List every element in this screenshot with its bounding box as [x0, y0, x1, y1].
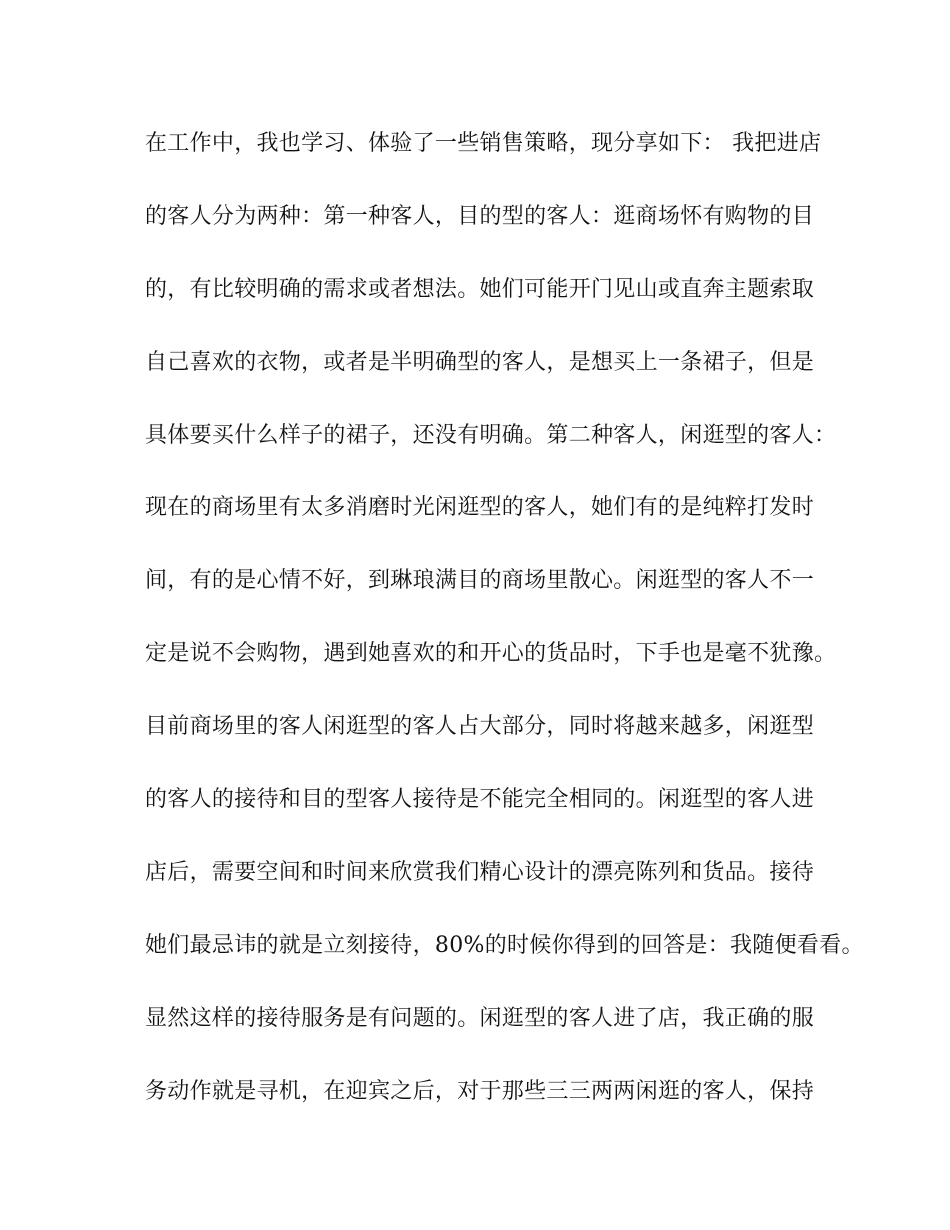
text-line: 目前商场里的客人闲逛型的客人占大部分，同时将越来越多，闲逛型 — [145, 714, 815, 740]
text-line: 现在的商场里有太多消磨时光闲逛型的客人，她们有的是纯粹打发时 — [145, 495, 815, 521]
text-line: 定是说不会购物，遇到她喜欢的和开心的货品时，下手也是毫不犹豫。 — [145, 641, 837, 667]
text-line: 的，有比较明确的需求或者想法。她们可能开门见山或直奔主题索取 — [145, 276, 815, 302]
text-line: 间，有的是心情不好，到琳琅满目的商场里散心。闲逛型的客人不一 — [145, 568, 815, 594]
text-line: 自己喜欢的衣物，或者是半明确型的客人，是想买上一条裙子，但是 — [145, 349, 815, 375]
text-line: 她们最忌讳的就是立刻接待，80%的时候你得到的回答是：我随便看看。 — [145, 932, 864, 958]
text-line: 店后，需要空间和时间来欣赏我们精心设计的漂亮陈列和货品。接待 — [145, 859, 815, 885]
text-line: 的客人的接待和目的型客人接待是不能完全相同的。闲逛型的客人进 — [145, 787, 815, 813]
text-line: 的客人分为两种：第一种客人，目的型的客人：逛商场怀有购物的目 — [145, 203, 815, 229]
body-text — [145, 123, 864, 1143]
text-line: 务动作就是寻机，在迎宾之后，对于那些三三两两闲逛的客人，保持 — [145, 1078, 815, 1104]
text-line: 在工作中，我也学习、体验了一些销售策略，现分享如下： 我把进店 — [145, 131, 822, 156]
text-line: 显然这样的接待服务是有问题的。闲逛型的客人进了店，我正确的服 — [145, 1005, 815, 1031]
text-line: 具体要买什么样子的裙子，还没有明确。第二种客人，闲逛型的客人： — [145, 422, 837, 448]
